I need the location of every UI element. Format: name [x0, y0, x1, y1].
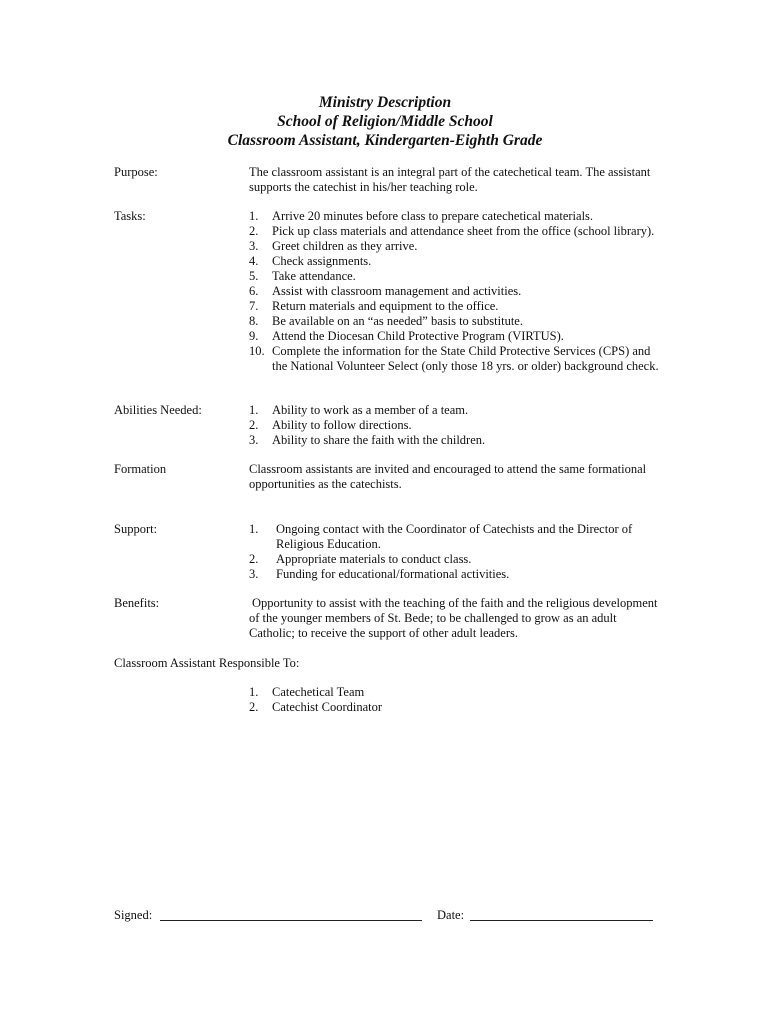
- list-item: 9. Attend the Diocesan Child Protective Program (VIRTUS).: [249, 329, 564, 343]
- benefits-label: Benefits:: [114, 596, 160, 610]
- list-item: 1. Ongoing contact with the Coordinator of Catechists and the Director of Religious Education.: [249, 522, 633, 551]
- purpose-label: Purpose:: [114, 165, 158, 179]
- title-line-role: Classroom Assistant, Kindergarten-Eighth Grade: [227, 132, 543, 149]
- list-item: 7. Return materials and equipment to the office.: [249, 299, 499, 313]
- list-item: 10. Complete the information for the State Child Protective Services (CPS) and the National Volunteer Select (only those 18 yrs. or older) background check.: [249, 344, 659, 373]
- list-item: 1. Ability to work as a member of a team.: [249, 403, 469, 417]
- signed-line[interactable]: [160, 920, 422, 921]
- list-item: 4. Check assignments.: [249, 254, 372, 268]
- list-item: 5. Take attendance.: [249, 269, 356, 283]
- title-line-ministry: Ministry Description: [318, 94, 452, 111]
- formation-label: Formation: [114, 462, 167, 476]
- tasks-list: [249, 209, 664, 374]
- date-label: Date:: [437, 908, 465, 922]
- benefits-text: Opportunity to assist with the teaching of the faith and the religious development of the younger members of St. Bede; to be challenged to grow as an adult Catholic; to receive the support of other adult leaders.: [249, 596, 658, 640]
- abilities-label: Abilities Needed:: [114, 403, 202, 417]
- list-item: 3. Funding for educational/formational activities.: [249, 567, 510, 581]
- list-item: 1. Catechetical Team: [249, 685, 365, 699]
- formation-text: Classroom assistants are invited and encouraged to attend the same formational opportunities as the catechists.: [249, 462, 647, 491]
- list-item: 2. Appropriate materials to conduct class.: [249, 552, 472, 566]
- list-item: 2. Catechist Coordinator: [249, 700, 383, 714]
- list-item: 2. Ability to follow directions.: [249, 418, 412, 432]
- list-item: 1. Arrive 20 minutes before class to prepare catechetical materials.: [249, 209, 594, 223]
- date-line[interactable]: [470, 920, 653, 921]
- list-item: 6. Assist with classroom management and activities.: [249, 284, 522, 298]
- support-label: Support:: [114, 522, 158, 536]
- list-item: 3. Ability to share the faith with the children.: [249, 433, 486, 447]
- list-item: 3. Greet children as they arrive.: [249, 239, 418, 253]
- support-list: [249, 522, 664, 582]
- list-item: 2. Pick up class materials and attendance sheet from the office (school library).: [249, 224, 655, 238]
- purpose-text: The classroom assistant is an integral part of the catechetical team. The assistant supports the catechist in his/her teaching role.: [249, 165, 651, 194]
- signed-label: Signed:: [114, 908, 153, 922]
- list-item: 8. Be available on an “as needed” basis to substitute.: [249, 314, 523, 328]
- document-title: [0, 93, 770, 150]
- responsible-list: [249, 685, 664, 715]
- responsible-heading: Classroom Assistant Responsible To:: [114, 656, 300, 670]
- title-line-school: School of Religion/Middle School: [277, 113, 493, 130]
- abilities-list: [249, 403, 664, 448]
- tasks-label: Tasks:: [114, 209, 146, 223]
